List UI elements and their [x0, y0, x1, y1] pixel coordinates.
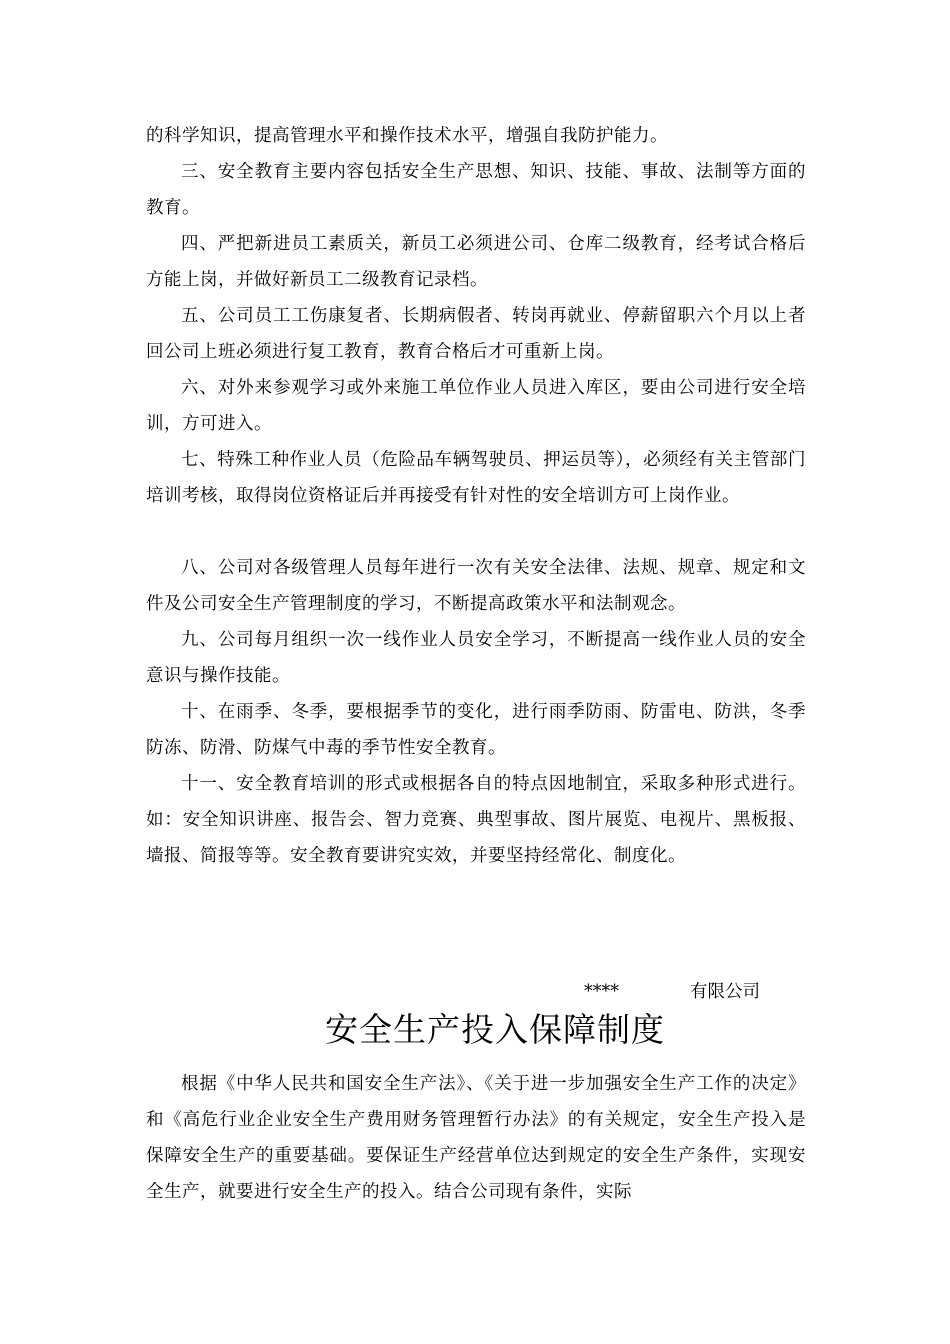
paragraph-item-3: 三、安全教育主要内容包括安全生产思想、知识、技能、事故、法制等方面的教育。	[146, 162, 806, 218]
paragraph-item-5: 五、公司员工工伤康复者、长期病假者、转岗再就业、停薪留职六个月以上者回公司上班必须进行复工教育，教育合格后才可重新上岗。	[146, 306, 806, 362]
company-suffix: 有限公司	[690, 982, 760, 1002]
intro-paragraph: 根据《中华人民共和国安全生产法》、《关于进一步加强安全生产工作的决定》和《高危行业企业安全生产费用财务管理暂行办法》的有关规定，安全生产投入是保障安全生产的重要基础。要保证生产经营单位达到规定的安全生产条件，实现安全生产，就要进行安全生产的投入。结合公司现有条件，实际	[146, 1074, 806, 1202]
company-masked-name: ****	[584, 982, 619, 1002]
company-name	[584, 979, 824, 1005]
paragraph-item-7: 七、特殊工种作业人员（危险品车辆驾驶员、押运员等），必须经有关主管部门培训考核，取得岗位资格证后并再接受有针对性的安全培训方可上岗作业。	[146, 450, 806, 506]
paragraph-item-8: 八、公司对各级管理人员每年进行一次有关安全法律、法规、规章、规定和文件及公司安全生产管理制度的学习，不断提高政策水平和法制观念。	[146, 558, 806, 614]
document-title: 安全生产投入保障制度	[325, 1010, 665, 1049]
paragraph-continuation: 的科学知识，提高管理水平和操作技术水平，增强自我防护能力。	[146, 126, 668, 146]
paragraph-item-9: 九、公司每月组织一次一线作业人员安全学习，不断提高一线作业人员的安全意识与操作技能。	[146, 630, 806, 686]
paragraph-item-11: 十一、安全教育培训的形式或根据各自的特点因地制宜，采取多种形式进行。如：安全知识讲座、报告会、智力竞赛、典型事故、图片展览、电视片、黑板报、墙报、简报等等。安全教育要讲究实效，并要坚持经常化、制度化。	[146, 774, 806, 866]
paragraph-item-4: 四、严把新进员工素质关，新员工必须进公司、仓库二级教育，经考试合格后方能上岗，并做好新员工二级教育记录档。	[146, 234, 806, 290]
paragraph-item-10: 十、在雨季、冬季，要根据季节的变化，进行雨季防雨、防雷电、防洪，冬季防冻、防滑、防煤气中毒的季节性安全教育。	[146, 702, 806, 758]
paragraph-item-6: 六、对外来参观学习或外来施工单位作业人员进入库区，要由公司进行安全培训，方可进入。	[146, 378, 806, 434]
